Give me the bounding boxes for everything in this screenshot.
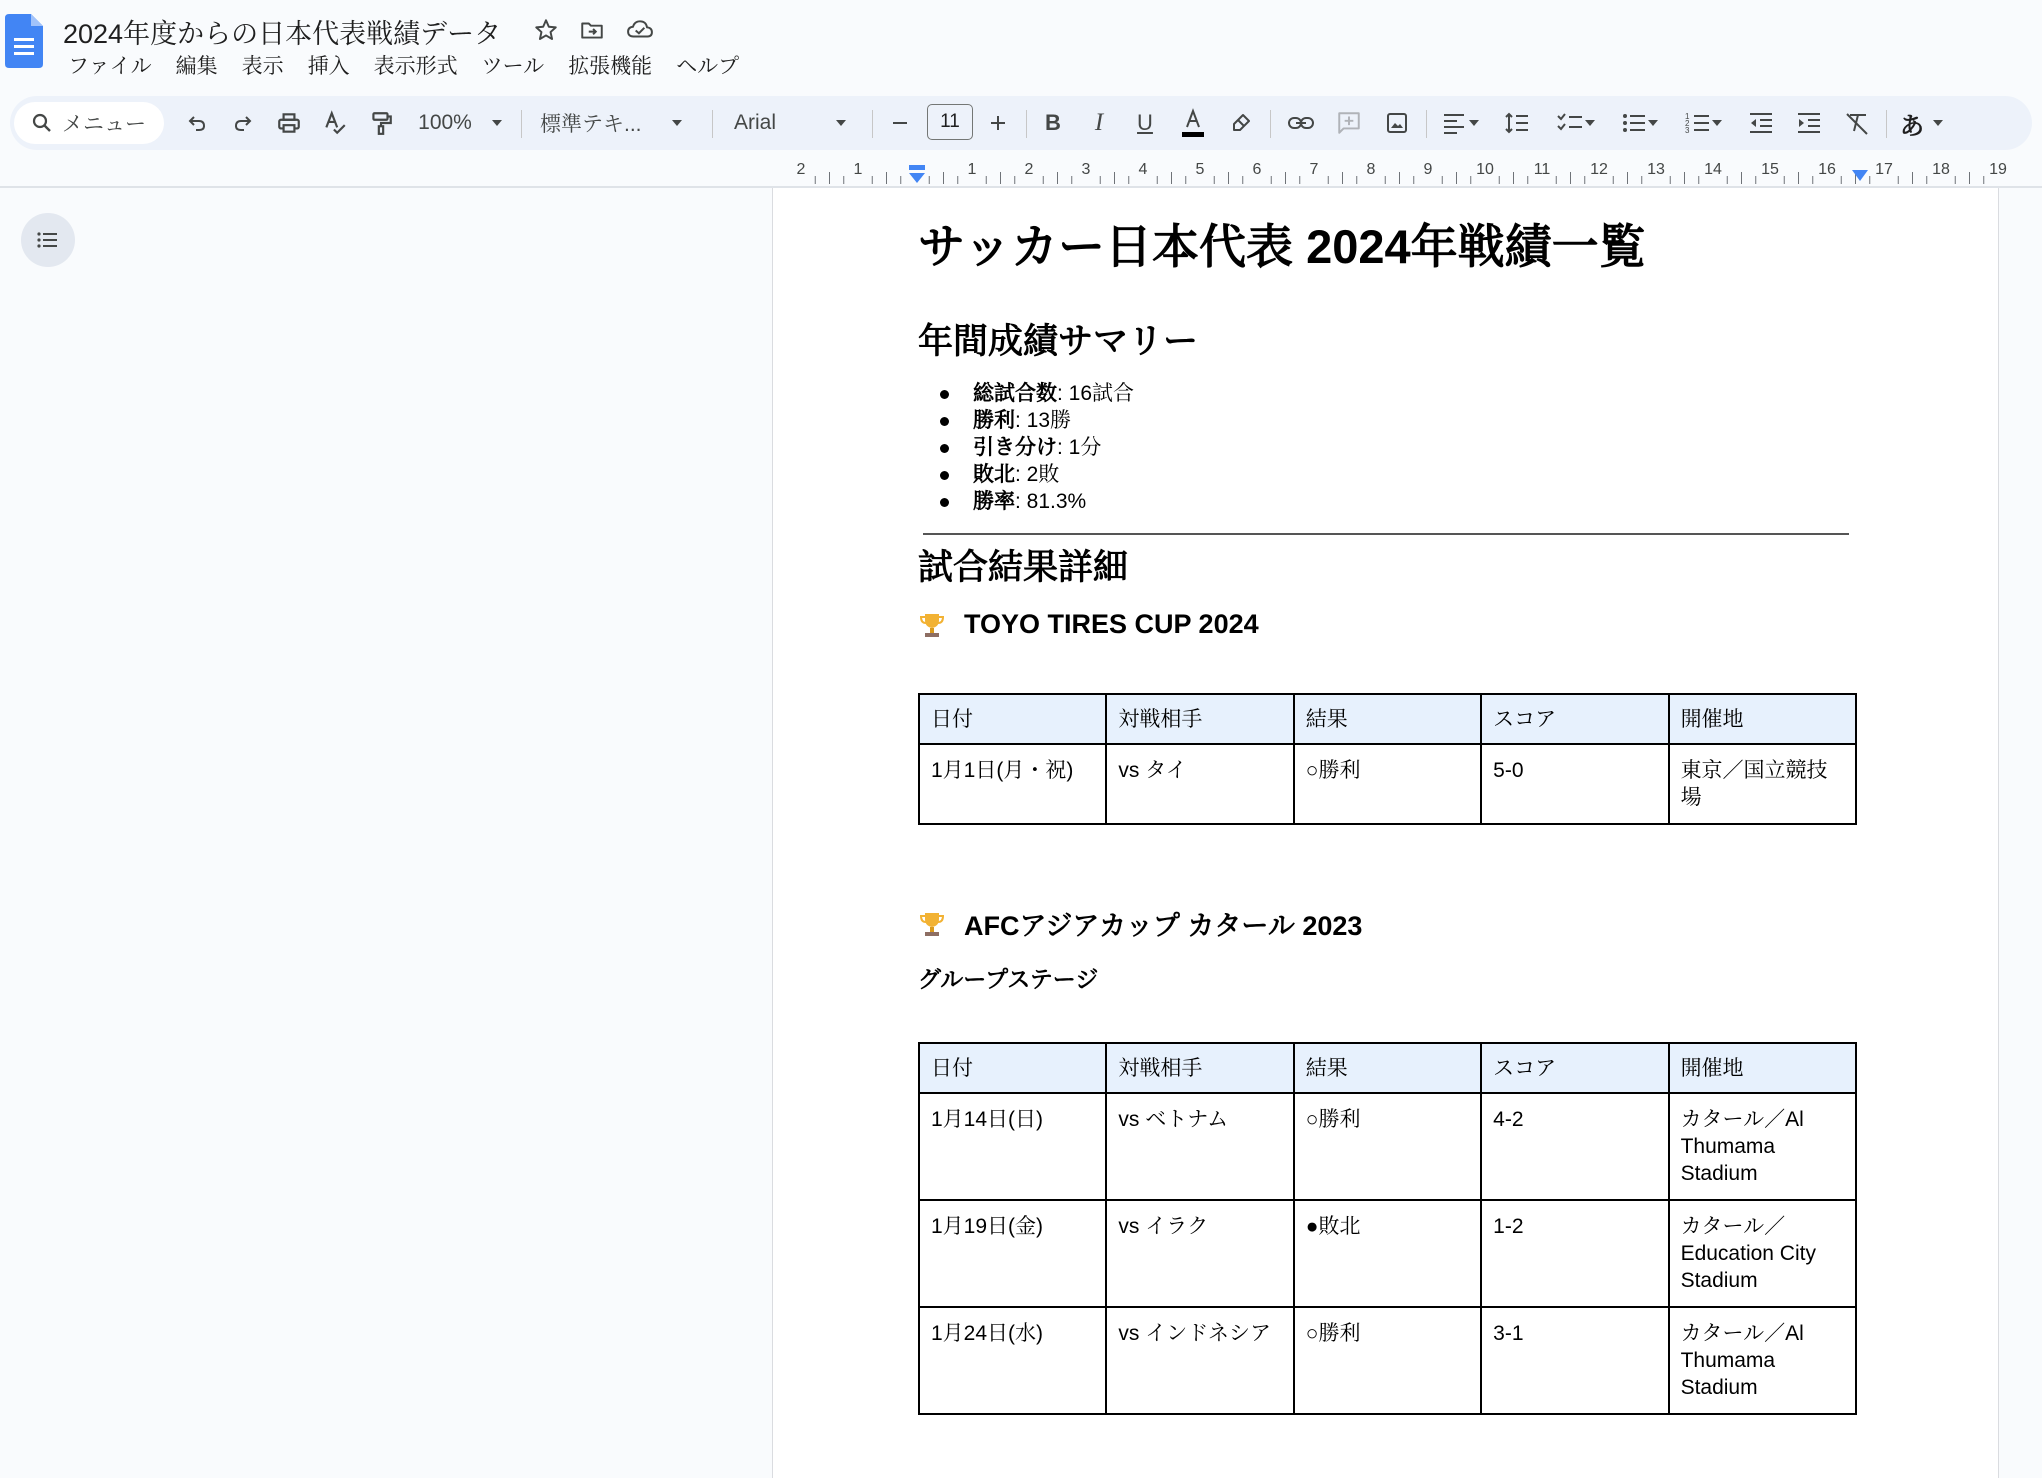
undo-icon [185, 111, 209, 135]
ruler-label: 6 [1252, 161, 1262, 178]
paragraph-style-value: 標準テキ... [540, 113, 642, 136]
toolbar [10, 96, 2032, 150]
section-heading [918, 609, 1259, 640]
toolbar-divider [872, 110, 873, 138]
table-header-cell: 結果 [1294, 694, 1481, 744]
ruler-label: 12 [1590, 161, 1608, 178]
document-outline-button[interactable] [21, 213, 75, 267]
result-cell: ○勝利 [1294, 744, 1481, 824]
opponent-cell: vs ベトナム [1106, 1093, 1293, 1200]
search-icon [30, 111, 54, 135]
undo-button[interactable] [174, 96, 220, 150]
score-cell: 4-2 [1481, 1093, 1668, 1200]
toolbar-divider [1886, 110, 1887, 138]
result-cell: ○勝利 [1294, 1307, 1481, 1414]
section-heading [918, 904, 1362, 943]
summary-value: : 13勝 [1015, 409, 1072, 432]
paragraph-style-select[interactable] [532, 96, 708, 150]
ruler-ticks [772, 160, 1997, 186]
svg-text:3: 3 [1685, 126, 1690, 135]
search-menus-label: メニュー [62, 113, 146, 136]
date-cell: 1月1日(月・祝) [919, 744, 1106, 824]
print-button[interactable] [266, 96, 312, 150]
redo-icon [231, 111, 255, 135]
ruler-label: 13 [1647, 161, 1665, 178]
document-page[interactable] [772, 188, 1999, 1478]
ruler-label: 2 [796, 161, 806, 178]
link-icon [1287, 113, 1315, 133]
title-bar [0, 0, 2042, 92]
venue-cell: 東京／国立競技場 [1669, 744, 1856, 824]
text-color-icon [1179, 107, 1207, 139]
italic-button[interactable] [1076, 96, 1122, 150]
text-color-button[interactable] [1170, 96, 1216, 150]
increase-indent-icon [1796, 111, 1822, 135]
table-header-cell: 日付 [919, 1043, 1106, 1093]
score-cell: 1-2 [1481, 1200, 1668, 1307]
insert-image-button[interactable] [1374, 96, 1420, 150]
ruler-label: 1 [967, 161, 977, 178]
decrease-indent-icon [1748, 111, 1774, 135]
result-cell: ●敗北 [1294, 1200, 1481, 1307]
numbered-list-icon [1685, 111, 1711, 135]
table-header-cell: 開催地 [1669, 1043, 1856, 1093]
summary-value: : 2敗 [1015, 463, 1060, 486]
bold-icon: B [1045, 110, 1061, 135]
summary-list [973, 380, 1134, 515]
summary-item [973, 434, 1134, 461]
table-row [919, 1093, 1856, 1200]
align-button[interactable] [1434, 96, 1488, 150]
clear-formatting-button[interactable] [1834, 96, 1880, 150]
menu-tools[interactable]: ツール [481, 55, 545, 78]
trophy-icon [918, 910, 946, 938]
star-icon[interactable] [530, 14, 562, 46]
menu-bar [56, 52, 751, 82]
chevron-down-icon [1711, 119, 1723, 127]
font-size-input[interactable]: 11 [927, 104, 973, 140]
font-family-value: Arial [734, 111, 777, 134]
toolbar-divider [1026, 110, 1027, 138]
chevron-down-icon [1647, 119, 1659, 127]
date-cell: 1月19日(金) [919, 1200, 1106, 1307]
ruler-label: 11 [1533, 161, 1551, 178]
highlight-color-button[interactable] [1218, 96, 1264, 150]
table-header-cell: 日付 [919, 694, 1106, 744]
zoom-value: 100% [418, 111, 472, 134]
ruler-label: 9 [1423, 161, 1433, 178]
summary-label: 総試合数 [973, 382, 1057, 405]
chevron-down-icon [834, 118, 848, 128]
add-comment-icon [1336, 110, 1362, 136]
table-header-row [919, 694, 1856, 744]
summary-value: : 1分 [1057, 436, 1102, 459]
table-header-row [919, 1043, 1856, 1093]
minus-icon [890, 113, 910, 133]
line-spacing-icon [1504, 111, 1530, 135]
menu-view[interactable]: 表示 [241, 55, 284, 78]
checklist-button[interactable] [1546, 96, 1606, 150]
table-header-cell: スコア [1481, 694, 1668, 744]
summary-label: 勝率 [973, 490, 1015, 513]
table-row [919, 1200, 1856, 1307]
spellcheck-button[interactable] [312, 96, 358, 150]
result-cell: ○勝利 [1294, 1093, 1481, 1200]
chevron-down-icon [1584, 119, 1596, 127]
horizontal-rule [923, 533, 1849, 535]
menu-extensions[interactable]: 拡張機能 [568, 55, 653, 78]
opponent-cell: vs インドネシア [1106, 1307, 1293, 1414]
svg-text:2: 2 [1685, 119, 1690, 128]
summary-heading: 年間成績サマリー [918, 322, 1199, 361]
plus-icon [988, 113, 1008, 133]
section-title: AFCアジアカップ カタール 2023 [964, 911, 1363, 941]
date-cell: 1月24日(水) [919, 1307, 1106, 1414]
right-indent-marker-icon[interactable] [1851, 169, 1869, 183]
ruler-label: 7 [1309, 161, 1319, 178]
chevron-down-icon [1468, 119, 1480, 127]
spellcheck-icon [322, 110, 348, 136]
search-menus-button[interactable] [14, 102, 164, 144]
ruler-label: 19 [1989, 161, 2007, 178]
menu-help[interactable]: ヘルプ [676, 55, 740, 78]
document-heading: サッカー日本代表 2024年戦績一覧 [918, 220, 1646, 273]
ruler-label: 15 [1761, 161, 1779, 178]
summary-item [973, 380, 1134, 407]
document-title[interactable]: 2024年度からの日本代表戦績データ [63, 19, 502, 49]
paint-format-button[interactable] [358, 96, 404, 150]
input-method-label: あ [1900, 112, 1924, 140]
horizontal-ruler[interactable] [772, 160, 2007, 186]
docs-logo-icon[interactable] [5, 14, 43, 68]
table-header-cell: スコア [1481, 1043, 1668, 1093]
ruler-label: 18 [1932, 161, 1950, 178]
table-header-cell: 結果 [1294, 1043, 1481, 1093]
underline-button[interactable] [1122, 96, 1168, 150]
underline-icon: U [1137, 110, 1153, 135]
table-row [919, 744, 1856, 824]
ruler-label: 2 [1024, 161, 1034, 178]
line-spacing-button[interactable] [1494, 96, 1540, 150]
decrease-indent-button[interactable] [1738, 96, 1784, 150]
increase-indent-button[interactable] [1786, 96, 1832, 150]
chevron-down-icon [1932, 119, 1944, 127]
results-table-asian-cup [918, 1042, 1857, 1415]
section-subheading: グループステージ [918, 966, 1099, 992]
score-cell: 3-1 [1481, 1307, 1668, 1414]
image-icon [1385, 111, 1409, 135]
details-heading: 試合結果詳細 [918, 548, 1129, 587]
checklist-icon [1556, 111, 1584, 135]
ruler-label: 14 [1704, 161, 1722, 178]
summary-item [973, 407, 1134, 434]
menu-file[interactable]: ファイル [68, 55, 152, 78]
opponent-cell: vs タイ [1106, 744, 1293, 824]
venue-cell: カタール／Education City Stadium [1669, 1200, 1856, 1307]
font-family-select[interactable] [724, 96, 864, 150]
trophy-icon [918, 611, 946, 639]
left-indent-marker-icon[interactable] [907, 164, 927, 186]
highlighter-icon [1229, 111, 1253, 135]
summary-label: 引き分け [973, 436, 1057, 459]
summary-item [973, 488, 1134, 515]
insert-link-button[interactable] [1278, 96, 1324, 150]
summary-value: : 16試合 [1057, 382, 1135, 405]
summary-value: : 81.3% [1015, 490, 1087, 513]
ruler-label: 5 [1195, 161, 1205, 178]
align-left-icon [1442, 111, 1468, 135]
toolbar-divider [1270, 110, 1271, 138]
clear-formatting-icon [1844, 111, 1870, 135]
ruler-label: 3 [1081, 161, 1091, 178]
ruler-label: 16 [1818, 161, 1836, 178]
summary-label: 敗北 [973, 463, 1015, 486]
print-icon [276, 110, 302, 136]
bulleted-list-icon [1621, 111, 1647, 135]
bulleted-list-button[interactable] [1610, 96, 1670, 150]
italic-icon: I [1094, 109, 1104, 136]
menu-format[interactable]: 表示形式 [373, 55, 458, 78]
score-cell: 5-0 [1481, 744, 1668, 824]
menu-edit[interactable]: 編集 [175, 55, 218, 78]
svg-text:1: 1 [1685, 112, 1690, 121]
summary-item [973, 461, 1134, 488]
opponent-cell: vs イラク [1106, 1200, 1293, 1307]
toolbar-divider [712, 110, 713, 138]
table-header-cell: 開催地 [1669, 694, 1856, 744]
ruler-label: 10 [1476, 161, 1494, 178]
zoom-select[interactable] [406, 96, 516, 150]
venue-cell: カタール／Al Thumama Stadium [1669, 1093, 1856, 1200]
decrease-font-size-button[interactable] [878, 96, 922, 150]
results-table-toyo [918, 693, 1857, 825]
toolbar-divider [1426, 110, 1427, 138]
chevron-down-icon [490, 118, 504, 128]
toolbar-divider [521, 110, 522, 138]
chevron-down-icon [670, 118, 684, 128]
cloud-saved-icon[interactable] [624, 14, 656, 46]
date-cell: 1月14日(日) [919, 1093, 1106, 1200]
ruler-label: 17 [1875, 161, 1893, 178]
ruler-label: 4 [1138, 161, 1148, 178]
section-title: TOYO TIRES CUP 2024 [964, 609, 1259, 639]
table-header-cell: 対戦相手 [1106, 1043, 1293, 1093]
redo-button[interactable] [220, 96, 266, 150]
increase-font-size-button[interactable] [976, 96, 1020, 150]
venue-cell: カタール／Al Thumama Stadium [1669, 1307, 1856, 1414]
insert-comment-button[interactable] [1326, 96, 1372, 150]
menu-insert[interactable]: 挿入 [307, 55, 350, 78]
bold-button[interactable] [1030, 96, 1076, 150]
input-tools-button[interactable] [1892, 96, 1952, 150]
table-row [919, 1307, 1856, 1414]
move-folder-icon[interactable] [576, 14, 608, 46]
numbered-list-button[interactable] [1674, 96, 1734, 150]
ruler-label: 1 [853, 161, 863, 178]
summary-label: 勝利 [973, 409, 1015, 432]
ruler-label: 8 [1366, 161, 1376, 178]
table-header-cell: 対戦相手 [1106, 694, 1293, 744]
paint-format-icon [368, 110, 394, 136]
outline-list-icon [36, 230, 60, 250]
